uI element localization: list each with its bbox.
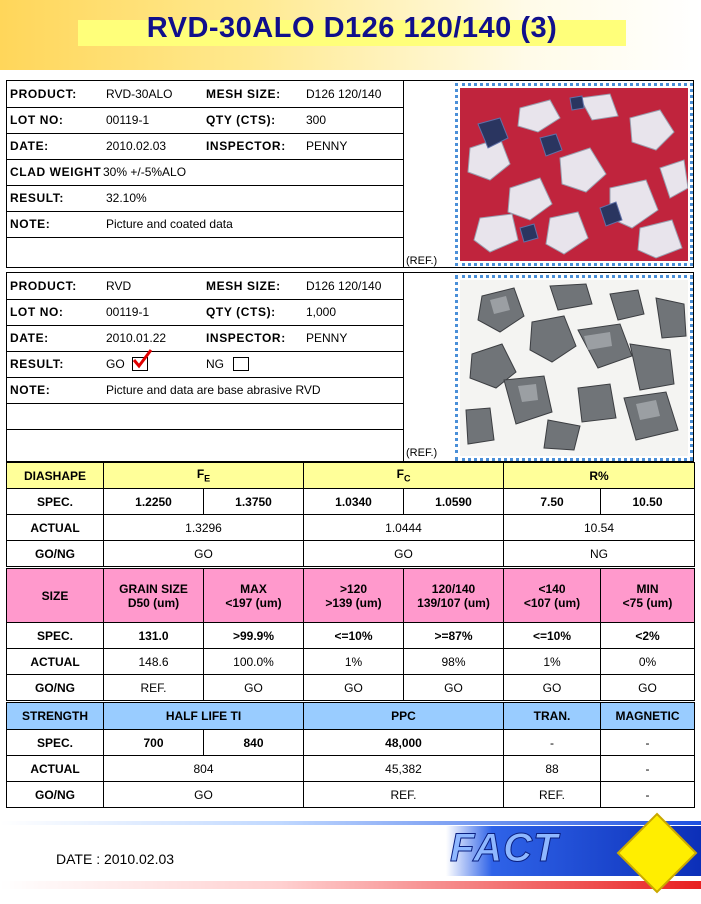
footer-blue-line	[0, 821, 701, 825]
clad-weight-value: 30% +/-5%ALO	[103, 159, 403, 185]
range-120-140-spec: >=87%	[404, 623, 504, 649]
footer-date: DATE : 2010.02.03	[56, 851, 175, 867]
fc-actual: 1.0444	[304, 515, 504, 541]
lot-label: LOT NO:	[7, 107, 103, 133]
spec-label: SPEC.	[7, 489, 104, 515]
half-life-spec-max: 840	[204, 730, 304, 756]
page-title: RVD-30ALO D126 120/140 (3)	[146, 12, 558, 44]
blank-row	[7, 429, 403, 455]
spec-label: SPEC.	[7, 730, 104, 756]
grain-size-spec: 131.0	[104, 623, 204, 649]
ref-note: (REF.)	[406, 447, 438, 459]
result-label: RESULT:	[7, 185, 103, 211]
fe-spec-max: 1.3750	[204, 489, 304, 515]
max-gong: GO	[204, 675, 304, 701]
blank-row	[7, 403, 403, 429]
range-120-140-gong: GO	[404, 675, 504, 701]
strength-table	[6, 702, 695, 808]
under-140-spec: <=10%	[504, 623, 601, 649]
min-gong: GO	[601, 675, 695, 701]
lot-value: 00119-1	[103, 107, 203, 133]
over-120-spec: <=10%	[304, 623, 404, 649]
fe-header: $F_E$	[104, 463, 304, 489]
gong-label: GO/NG	[7, 675, 104, 701]
size-table	[6, 568, 695, 701]
fc-spec-max: 1.0590	[404, 489, 504, 515]
ppc-header: PPC	[304, 703, 504, 730]
under-140-gong: GO	[504, 675, 601, 701]
min-actual: 0%	[601, 649, 695, 675]
diashape-table	[6, 462, 695, 567]
footer-red-bar	[0, 881, 701, 889]
qty-value: 300	[303, 107, 403, 133]
strength-header: STRENGTH	[7, 703, 104, 730]
date-label: DATE:	[7, 133, 103, 159]
max-actual: 100.0%	[204, 649, 304, 675]
tran-gong: REF.	[504, 782, 601, 808]
magnetic-spec: -	[601, 730, 695, 756]
base-info-box	[6, 272, 694, 462]
product-label: PRODUCT:	[7, 273, 103, 299]
tran-actual: 88	[504, 756, 601, 782]
coated-info-box	[6, 80, 694, 268]
column-divider	[403, 273, 404, 461]
go-option	[103, 351, 203, 377]
mesh-label: MESH SIZE:	[203, 273, 303, 299]
magnetic-actual: -	[601, 756, 695, 782]
actual-label: ACTUAL	[7, 649, 104, 675]
r-spec-min: 7.50	[504, 489, 601, 515]
grain-size-header: GRAIN SIZE D50 (um)	[104, 569, 204, 623]
base-crystals-photo	[455, 275, 693, 461]
fe-spec-min: 1.2250	[104, 489, 204, 515]
diashape-header: DIASHAPE	[7, 463, 104, 489]
product-label: PRODUCT:	[7, 81, 103, 107]
date-value: 2010.01.22	[103, 325, 203, 351]
fe-actual: 1.3296	[104, 515, 304, 541]
magnetic-header: MAGNETIC	[601, 703, 695, 730]
half-life-gong: GO	[104, 782, 304, 808]
column-divider	[403, 81, 404, 267]
coated-crystals-photo	[455, 83, 693, 266]
fe-gong: GO	[104, 541, 304, 567]
magnetic-gong: -	[601, 782, 695, 808]
half-life-actual: 804	[104, 756, 304, 782]
min-spec: <2%	[601, 623, 695, 649]
r-spec-max: 10.50	[601, 489, 695, 515]
result-label: RESULT:	[7, 351, 103, 377]
note-value: Picture and data are base abrasive RVD	[103, 377, 403, 403]
ppc-gong: REF.	[304, 782, 504, 808]
lot-label: LOT NO:	[7, 299, 103, 325]
r-gong: NG	[504, 541, 695, 567]
fc-spec-min: 1.0340	[304, 489, 404, 515]
date-value: 2010.02.03	[103, 133, 203, 159]
max-spec: >99.9%	[204, 623, 304, 649]
inspector-label: INSPECTOR:	[203, 325, 303, 351]
half-life-spec-min: 700	[104, 730, 204, 756]
check-mark-icon	[131, 348, 153, 370]
range-120-140-actual: 98%	[404, 649, 504, 675]
ng-option	[203, 351, 303, 377]
r-actual: 10.54	[504, 515, 695, 541]
under-140-actual: 1%	[504, 649, 601, 675]
range-120-140-header: 120/140 139/107 (um)	[404, 569, 504, 623]
note-value: Picture and coated data	[103, 211, 403, 237]
over-120-header: >120 >139 (um)	[304, 569, 404, 623]
product-value: RVD-30ALO	[103, 81, 203, 107]
ng-checkbox[interactable]	[233, 357, 249, 371]
spec-label: SPEC.	[7, 623, 104, 649]
diamond-logo-icon	[616, 812, 698, 894]
over-120-actual: 1%	[304, 649, 404, 675]
note-label: NOTE:	[7, 211, 103, 237]
note-label: NOTE:	[7, 377, 103, 403]
qty-value: 1,000	[303, 299, 403, 325]
fact-logo: FACT	[450, 826, 559, 870]
qty-label: QTY (CTS):	[203, 299, 303, 325]
mesh-value: D126 120/140	[303, 81, 403, 107]
fc-gong: GO	[304, 541, 504, 567]
tran-spec: -	[504, 730, 601, 756]
product-value: RVD	[103, 273, 203, 299]
gong-label: GO/NG	[7, 541, 104, 567]
coated-info-table	[7, 81, 403, 263]
lot-value: 00119-1	[103, 299, 203, 325]
r-header: R%	[504, 463, 695, 489]
blank-row	[7, 237, 403, 263]
gong-label: GO/NG	[7, 782, 104, 808]
inspector-label: INSPECTOR:	[203, 133, 303, 159]
max-header: MAX <197 (um)	[204, 569, 304, 623]
ppc-spec: 48,000	[304, 730, 504, 756]
grain-size-actual: 148.6	[104, 649, 204, 675]
min-header: MIN <75 (um)	[601, 569, 695, 623]
tran-header: TRAN.	[504, 703, 601, 730]
mesh-label: MESH SIZE:	[203, 81, 303, 107]
go-label: GO	[106, 356, 125, 371]
fc-header: $F_C$	[304, 463, 504, 489]
actual-label: ACTUAL	[7, 756, 104, 782]
grain-size-gong: REF.	[104, 675, 204, 701]
inspector-value: PENNY	[303, 133, 403, 159]
result-value: 32.10%	[103, 185, 403, 211]
half-life-header: HALF LIFE TI	[104, 703, 304, 730]
clad-weight-label: CLAD WEIGHT	[7, 159, 103, 185]
ppc-actual: 45,382	[304, 756, 504, 782]
go-checkbox[interactable]	[132, 357, 148, 371]
actual-label: ACTUAL	[7, 515, 104, 541]
size-header: SIZE	[7, 569, 104, 623]
date-label: DATE:	[7, 325, 103, 351]
qty-label: QTY (CTS):	[203, 107, 303, 133]
ref-note: (REF.)	[406, 255, 438, 267]
over-120-gong: GO	[304, 675, 404, 701]
inspector-value: PENNY	[303, 325, 403, 351]
mesh-value: D126 120/140	[303, 273, 403, 299]
under-140-header: <140 <107 (um)	[504, 569, 601, 623]
base-info-table	[7, 273, 403, 455]
ng-label: NG	[206, 356, 224, 371]
